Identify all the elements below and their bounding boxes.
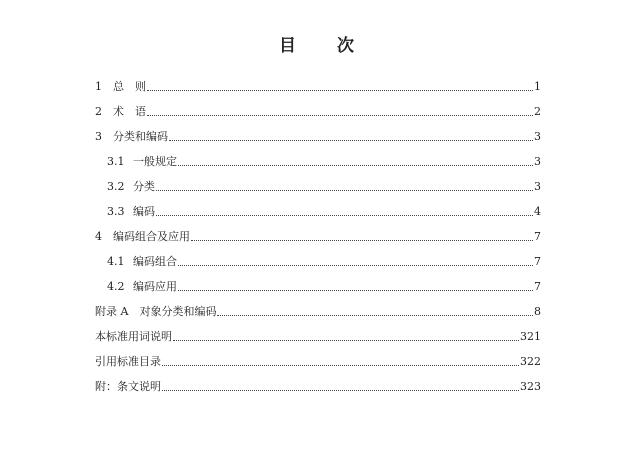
toc-entry-number: 3.1 [107,155,125,168]
toc-entry-number: 4.2 [107,280,125,293]
toc-entry-label: 一般规定 [133,155,177,168]
toc-entry-clause-explanation[interactable] [95,372,541,397]
toc-entry-page: 3 [534,180,541,193]
toc-entry-label: 引用标准目录 [95,355,161,368]
toc-entry-code-combination-and-application[interactable] [95,222,541,247]
dot-leader [162,390,519,391]
dot-leader [191,240,533,241]
dot-leader [162,365,519,366]
dot-leader [178,265,533,266]
dot-leader [147,90,533,91]
toc-entry-page: 7 [534,230,541,243]
toc-entry-number: 1 [95,80,102,93]
toc-entry-code-application[interactable] [95,272,541,297]
toc-entry-page: 1 [534,80,541,93]
toc-entry-label: 编码组合 [133,255,177,268]
dot-leader [178,290,533,291]
toc-entry-code-combination[interactable] [95,247,541,272]
toc-entry-label: 编码应用 [133,280,177,293]
toc-entry-coding[interactable] [95,197,541,222]
page-title: 目 次 [279,36,366,56]
dot-leader [178,165,533,166]
toc-entry-label: 术 语 [113,105,146,118]
toc-entry-number: 3.3 [107,205,125,218]
toc-entry-page: 3 [534,130,541,143]
toc-entry-page: 7 [534,255,541,268]
toc-entry-number: 4.1 [107,255,125,268]
dot-leader [156,215,533,216]
toc-entry-wording-explanation[interactable] [95,322,541,347]
toc-entry-page: 321 [520,330,541,343]
toc-entry-label: 附录 A 对象分类和编码 [95,305,217,318]
toc-entry-number: 3.2 [107,180,125,193]
toc-entry-appendix-a[interactable] [95,297,541,322]
toc-entry-page: 322 [520,355,541,368]
toc-entry-page: 7 [534,280,541,293]
toc-entry-page: 3 [534,155,541,168]
toc-entry-number: 2 [95,105,102,118]
toc-entry-number: 3 [95,130,102,143]
toc-entry-general-provisions[interactable] [95,147,541,172]
toc-entry-page: 323 [520,380,541,393]
dot-leader [147,115,533,116]
dot-leader [169,140,533,141]
toc-entry-referenced-standards[interactable] [95,347,541,372]
toc-entry-page: 2 [534,105,541,118]
toc-entry-label: 编码 [133,205,155,218]
dot-leader [217,315,533,316]
toc-entry-label: 分类 [133,180,155,193]
toc-entry-number: 4 [95,230,102,243]
toc-entry-classification[interactable] [95,172,541,197]
toc-entry-page: 4 [534,205,541,218]
dot-leader [156,190,533,191]
toc-entry-label: 分类和编码 [113,130,168,143]
toc-entry-terms[interactable] [95,97,541,122]
toc-entry-label: 本标准用词说明 [95,330,172,343]
dot-leader [173,340,519,341]
table-of-contents [95,72,541,397]
toc-entry-label: 附：条文说明 [95,380,161,393]
toc-entry-label: 编码组合及应用 [113,230,190,243]
toc-entry-page: 8 [534,305,541,318]
toc-entry-label: 总 则 [113,80,146,93]
toc-entry-general[interactable] [95,72,541,97]
toc-entry-classification-and-coding[interactable] [95,122,541,147]
